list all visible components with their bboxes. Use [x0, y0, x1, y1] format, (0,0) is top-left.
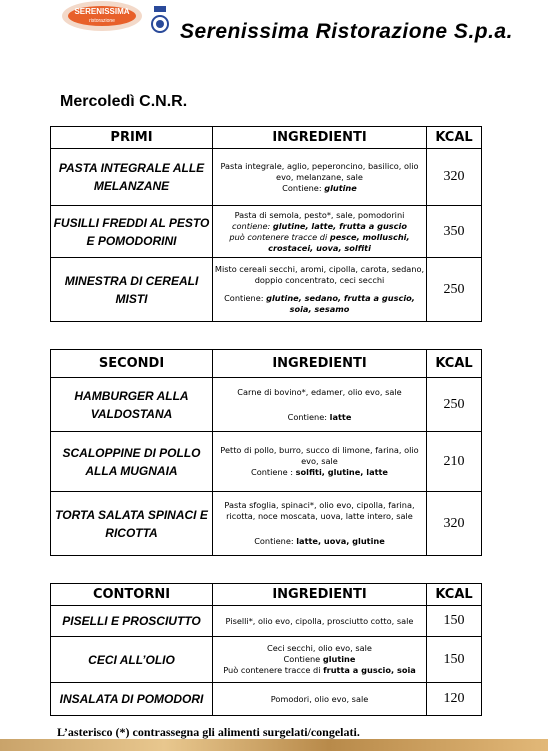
allergens-text: glutine — [322, 654, 356, 664]
traces-label: Può contenere tracce di — [223, 665, 324, 675]
logo-text: SERENISSIMA — [74, 7, 130, 16]
dish-name: SCALOPPINE DI POLLO ALLA MUGNAIA — [51, 432, 213, 492]
kcal-value: 210 — [427, 432, 482, 492]
contains-label: Contiene: — [224, 293, 267, 303]
table-row — [51, 258, 482, 322]
logo-subtext: ristorazione — [89, 18, 115, 24]
primi-header-row — [51, 127, 482, 149]
allergens-text: glutine, sedano, frutta a guscio, soia, sesamo — [266, 293, 415, 314]
table-row — [51, 206, 482, 258]
traces-label: può contenere tracce di — [229, 231, 330, 242]
contorni-header-row — [51, 584, 482, 606]
ingredients-cell — [213, 258, 427, 322]
secondi-header-row — [51, 350, 482, 378]
ingredients-cell — [213, 149, 427, 206]
ingredients-cell — [213, 637, 427, 683]
allergens-text: latte — [329, 411, 352, 422]
kcal-value: 250 — [427, 258, 482, 322]
kcal-column-header: KCAL — [427, 584, 482, 606]
traces-text: pesce, molluschi, crostacei, uova, solfiti — [268, 231, 410, 253]
ingredients-text: Misto cereali secchi, aromi, cipolla, carota, sedano, doppio concentrato, ceci secchi — [214, 264, 425, 285]
secondi-column-header: SECONDI — [51, 350, 213, 378]
kcal-value: 350 — [427, 206, 482, 258]
dish-name: FUSILLI FREDDI AL PESTO E POMODORINI — [51, 206, 213, 258]
table-row — [51, 683, 482, 716]
ingredients-text: Piselli*, olio evo, cipolla, prosciutto cotto, sale — [225, 615, 414, 626]
ingredients-text: Pasta sfoglia, spinaci*, olio evo, cipolla, farina, ricotta, noce moscata, uova, latte intero, sale — [224, 500, 415, 521]
kcal-value: 150 — [427, 637, 482, 683]
table-row — [51, 149, 482, 206]
dish-name: PISELLI E PROSCIUTTO — [51, 606, 213, 637]
day-title: Mercoledì C.N.R. — [60, 93, 188, 110]
ingredients-cell — [213, 683, 427, 716]
primi-column-header: PRIMI — [51, 127, 213, 149]
table-row — [51, 378, 482, 432]
contains-label: Contiene : — [251, 467, 296, 477]
kcal-value: 320 — [427, 149, 482, 206]
dish-name: CECI ALL’OLIO — [51, 637, 213, 683]
table-row — [51, 637, 482, 683]
ingredients-text: Ceci secchi, olio evo, sale — [267, 643, 372, 653]
company-name: Serenissima Ristorazione S.p.a. — [180, 20, 513, 43]
ingredients-column-header: INGREDIENTI — [213, 584, 427, 606]
primi-table — [50, 126, 482, 322]
secondi-table — [50, 349, 482, 556]
contains-label: contiene: — [232, 220, 273, 231]
contains-label: Contiene: — [287, 411, 330, 422]
dish-name: INSALATA DI POMODORI — [51, 683, 213, 716]
dish-name: HAMBURGER ALLA VALDOSTANA — [51, 378, 213, 432]
ingredients-cell — [213, 378, 427, 432]
ingredients-cell — [213, 206, 427, 258]
contorni-table — [50, 583, 482, 716]
kcal-value: 320 — [427, 492, 482, 556]
company-logo — [60, 0, 172, 40]
dish-name: PASTA INTEGRALE ALLE MELANZANE — [51, 149, 213, 206]
contains-label: Contiene: — [254, 536, 297, 546]
ingredients-cell — [213, 492, 427, 556]
allergens-text: glutine — [324, 182, 357, 193]
bottom-decoration — [0, 739, 548, 751]
footnote: L’asterisco (*) contrassegna gli alimenti surgelati/congelati. — [57, 725, 360, 739]
allergens-text: solfiti, glutine, latte — [295, 467, 388, 477]
ingredients-text: Pasta di semola, pesto*, sale, pomodorini — [234, 209, 405, 220]
dish-name: TORTA SALATA SPINACI E RICOTTA — [51, 492, 213, 556]
table-row — [51, 492, 482, 556]
allergens-text: glutine, latte, frutta a guscio — [272, 220, 407, 231]
kcal-value: 250 — [427, 378, 482, 432]
table-row — [51, 432, 482, 492]
ingredients-text: Pasta integrale, aglio, peperoncino, basilico, olio evo, melanzane, sale — [220, 160, 419, 182]
kcal-column-header: KCAL — [427, 350, 482, 378]
kcal-column-header: KCAL — [427, 127, 482, 149]
allergens-text: latte, uova, glutine — [296, 536, 385, 546]
ingredients-text: Petto di pollo, burro, succo di limone, farina, olio evo, sale — [220, 445, 419, 466]
ingredients-cell — [213, 606, 427, 637]
ingredients-text: Carne di bovino*, edamer, olio evo, sale — [237, 386, 402, 397]
ingredients-column-header: INGREDIENTI — [213, 350, 427, 378]
ingredients-column-header: INGREDIENTI — [213, 127, 427, 149]
kcal-value: 150 — [427, 606, 482, 637]
table-row — [51, 606, 482, 637]
traces-text: frutta a guscio, soia — [323, 665, 416, 675]
contains-label: Contiene: — [282, 182, 325, 193]
contains-label: Contiene — [283, 654, 323, 664]
dish-name: MINESTRA DI CEREALI MISTI — [51, 258, 213, 322]
contorni-column-header: CONTORNI — [51, 584, 213, 606]
kcal-value: 120 — [427, 683, 482, 716]
ingredients-text: Pomodori, olio evo, sale — [270, 693, 369, 704]
ingredients-cell — [213, 432, 427, 492]
